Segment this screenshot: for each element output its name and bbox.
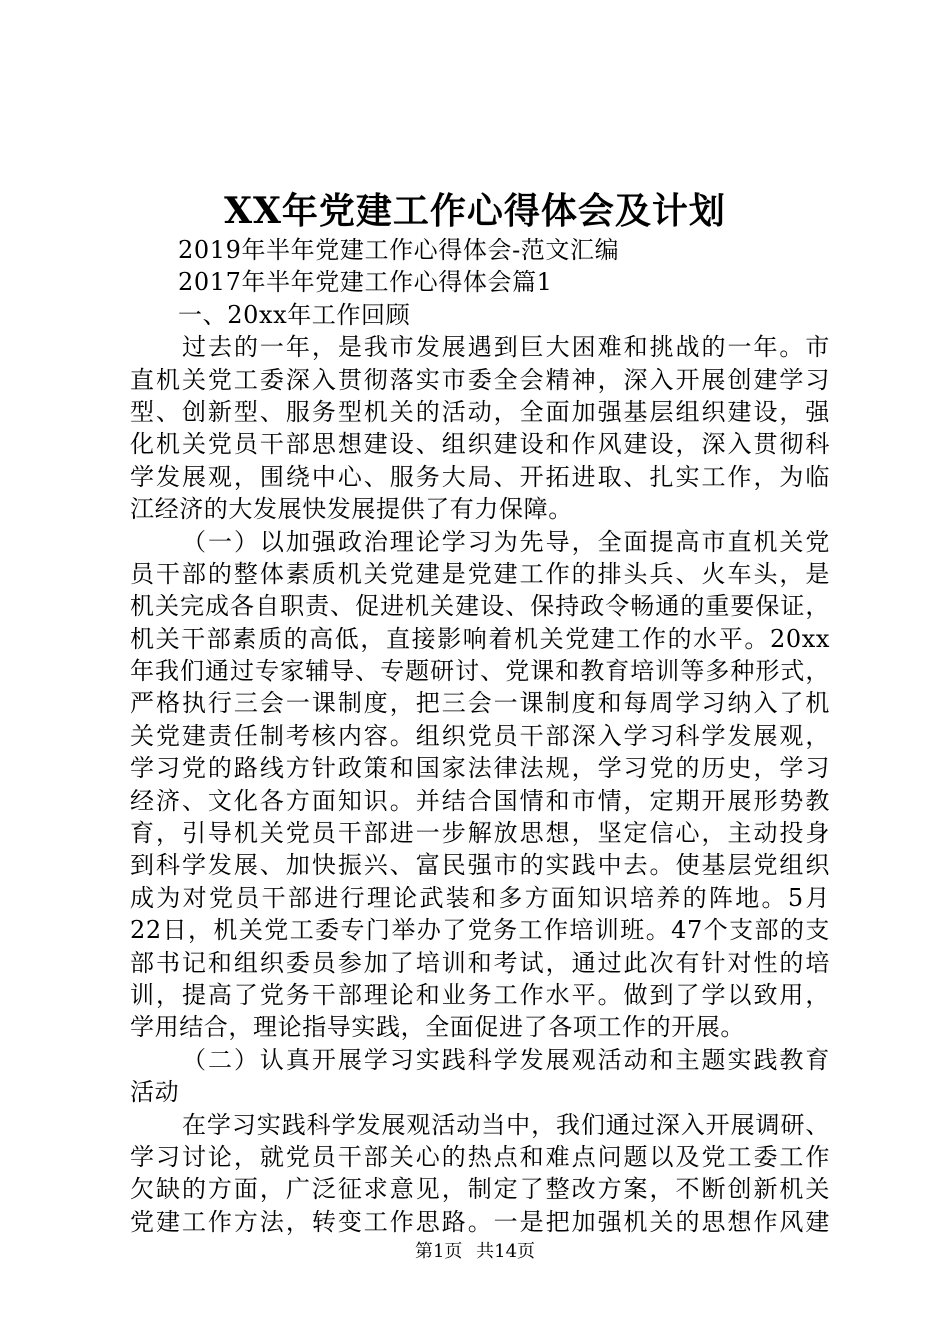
paragraph-line: 关党建责任制考核内容。组织党员干部深入学习科学发展观， [130,721,830,750]
section-heading: 一、20xx年工作回顾 [178,300,411,329]
paragraph-line: 江经济的大发展快发展提供了有力保障。 [130,495,573,524]
section-heading: 活动 [130,1078,180,1107]
paragraph-line: 学习党的路线方针政策和国家法律法规，学习党的历史，学习 [130,754,830,783]
paragraph-line: 化机关党员干部思想建设、组织建设和作风建设，深入贯彻科 [130,430,830,459]
paragraph-line: 学发展观，围绕中心、服务大局、开拓进取、扎实工作，为临 [130,462,830,491]
page-number: 第1页 [414,1241,463,1262]
paragraph-line: 经济、文化各方面知识。并结合国情和市情，定期开展形势教 [130,786,830,815]
paragraph-line: 部书记和组织委员参加了培训和考试，通过此次有针对性的培 [130,948,830,977]
page-footer [0,1240,950,1264]
paragraph-line: 学习讨论，就党员干部关心的热点和难点问题以及党工委工作 [130,1142,830,1171]
paragraph-line: 训，提高了党务干部理论和业务工作水平。做到了学以致用， [130,980,830,1009]
paragraph-line: 严格执行三会一课制度，把三会一课制度和每周学习纳入了机 [130,689,830,718]
document-body [130,234,830,1238]
paragraph-line: 过去的一年，是我市发展遇到巨大困难和挑战的一年。市 [182,333,830,362]
paragraph-line: 学用结合，理论指导实践，全面促进了各项工作的开展。 [130,1013,745,1042]
section-heading: （二）认真开展学习实践科学发展观活动和主题实践教育 [182,1045,830,1074]
paragraph-line: 员干部的整体素质机关党建是党建工作的排头兵、火车头，是 [130,559,830,588]
document-title: XX年党建工作心得体会及计划 [224,190,726,232]
subtitle-line: 2019年半年党建工作心得体会-范文汇编 [178,236,620,264]
page-total: 共14页 [476,1241,536,1262]
paragraph-line: （一）以加强政治理论学习为先导，全面提高市直机关党 [182,527,830,556]
paragraph-line: 年我们通过专家辅导、专题研讨、党课和教育培训等多种形式， [130,657,830,686]
paragraph-line: 成为对党员干部进行理论武装和多方面知识培养的阵地。5月 [130,883,830,912]
paragraph-line: 到科学发展、加快振兴、富民强市的实践中去。使基层党组织 [130,851,830,880]
paragraph-line: 直机关党工委深入贯彻落实市委全会精神，深入开展创建学习 [130,365,830,394]
paragraph-line: 机关干部素质的高低，直接影响着机关党建工作的水平。20xx [130,624,830,653]
paragraph-line: 党建工作方法，转变工作思路。一是把加强机关的思想作风建 [130,1207,830,1236]
paragraph-line: 欠缺的方面，广泛征求意见，制定了整改方案，不断创新机关 [130,1175,830,1204]
paragraph-line: 22日，机关党工委专门举办了党务工作培训班。47个支部的支 [130,916,830,945]
subtitle-line: 2017年半年党建工作心得体会篇1 [178,268,553,297]
paragraph-line: 育，引导机关党员干部进一步解放思想，坚定信心，主动投身 [130,819,830,848]
paragraph-line: 在学习实践科学发展观活动当中，我们通过深入开展调研、 [182,1110,830,1139]
paragraph-line: 型、创新型、服务型机关的活动，全面加强基层组织建设，强 [130,397,830,426]
paragraph-line: 机关完成各自职责、促进机关建设、保持政令畅通的重要保证， [130,592,830,621]
